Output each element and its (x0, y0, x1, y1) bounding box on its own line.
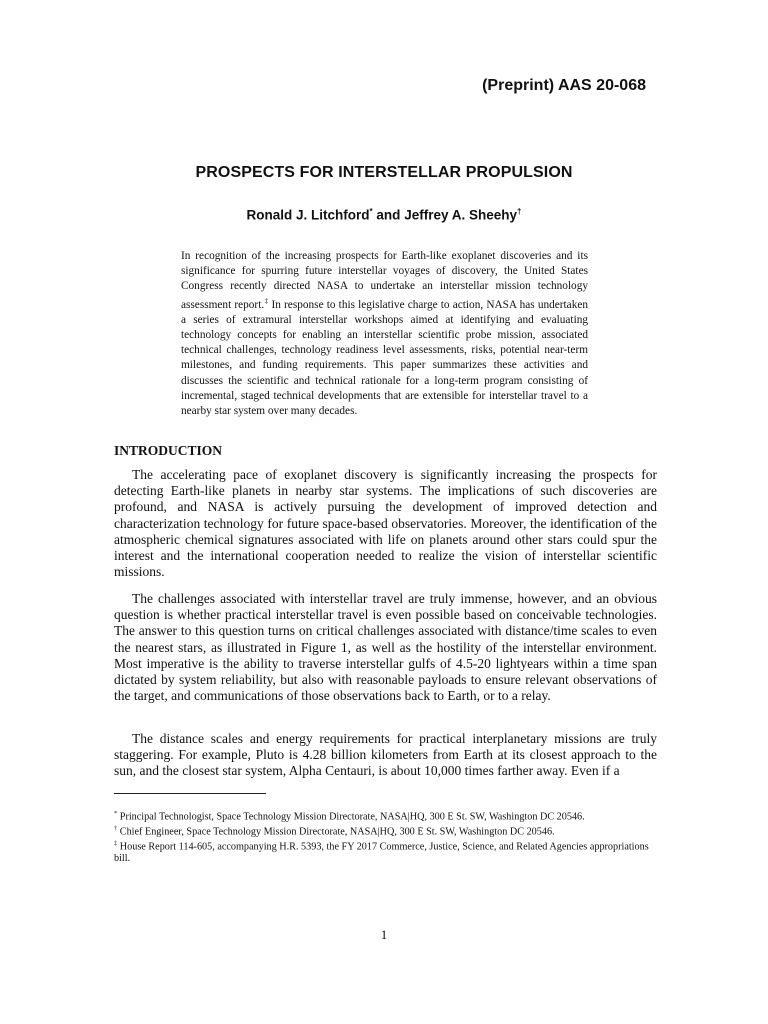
footnotes (114, 808, 659, 865)
footnote-text: Principal Technologist, Space Technology Mission Directorate, NASA|HQ, 300 E St. SW, Washington DC 20546. (117, 811, 585, 823)
abstract (181, 249, 588, 419)
author-name: Jeffrey A. Sheehy (404, 207, 517, 223)
footnote-text: Chief Engineer, Space Technology Mission Directorate, NASA|HQ, 300 E St. SW, Washington DC 20546. (117, 826, 555, 838)
body-paragraph: The accelerating pace of exoplanet discovery is significantly increasing the prospects for detecting Earth-like planets in nearby star systems. The implications of such discoveries are profound, and NASA is actively pursuing the development of improved detection and characterization technology for future space-based observatories. Moreover, the identification of the atmospheric chemical signatures associated with life on planets around other stars could spur the interest and the international cooperation needed to realize the vision of interstellar scientific missions. (114, 467, 657, 580)
footnote (114, 808, 659, 823)
author-connector: and (372, 207, 405, 223)
abstract-text: In response to this legislative charge to action, NASA has undertaken a series of extramural interstellar workshops aimed at identifying and evaluating technology concepts for enabling an interstellar scientific probe mission, associated technical challenges, technology readiness level assessments, risks, potential near-term milestones, and funding requirements. This paper summarizes these activities and discusses the scientific and technical rationale for a long-term program consisting of incremental, staged technical developments that are extensible for interstellar travel to a nearby star system over many decades. (181, 299, 589, 417)
footnote-mark: † (517, 207, 522, 216)
author-name: Ronald J. Litchford (246, 207, 370, 223)
footnote-mark: ‡ (264, 297, 269, 306)
body-paragraph: The distance scales and energy requirements for practical interplanetary missions are truly staggering. For example, Pluto is 4.28 billion kilometers from Earth at its closest approach to the sun, and the closest star system, Alpha Centauri, is about 10,000 times farther away. Even if a (114, 731, 657, 779)
paper-title: PROSPECTS FOR INTERSTELLAR PROPULSION (195, 164, 573, 181)
footnote (114, 823, 659, 838)
footnote (114, 838, 659, 865)
section-heading: INTRODUCTION (114, 443, 223, 458)
footnote-mark: † (114, 825, 118, 833)
footnote-text: House Report 114-605, accompanying H.R. 5393, the FY 2017 Commerce, Justice, Science, and Related Agencies appropriations bill. (114, 841, 649, 865)
footnote-mark: ‡ (114, 840, 118, 848)
body-paragraph: The challenges associated with interstellar travel are truly immense, however, and an obvious question is whether practical interstellar travel is even possible based on conceivable technologies. The answer to this question turns on critical challenges associated with distance/time scales to even the nearest stars, as illustrated in Figure 1, as well as the hostility of the interstellar environment. Most imperative is the ability to traverse interstellar gulfs of 4.5-20 lightyears within a time span dictated by system reliability, but also with reasonable payloads to ensure relevant observations of the target, and communications of those observations back to Earth, or to a relay. (114, 591, 657, 704)
footnote-mark: * (114, 810, 118, 817)
author-line (0, 207, 768, 223)
footnote-mark: * (369, 207, 373, 216)
page-number: 1 (380, 927, 388, 942)
abstract-text: In recognition of the increasing prospects for Earth-like exoplanet discoveries and its significance for spurring future interstellar voyages of discovery, the United States Congress recently directed NASA to undertake an interstellar mission technology assessment report. (181, 250, 588, 312)
footnote-divider (114, 793, 266, 794)
preprint-number: (Preprint) AAS 20-068 (482, 77, 646, 94)
